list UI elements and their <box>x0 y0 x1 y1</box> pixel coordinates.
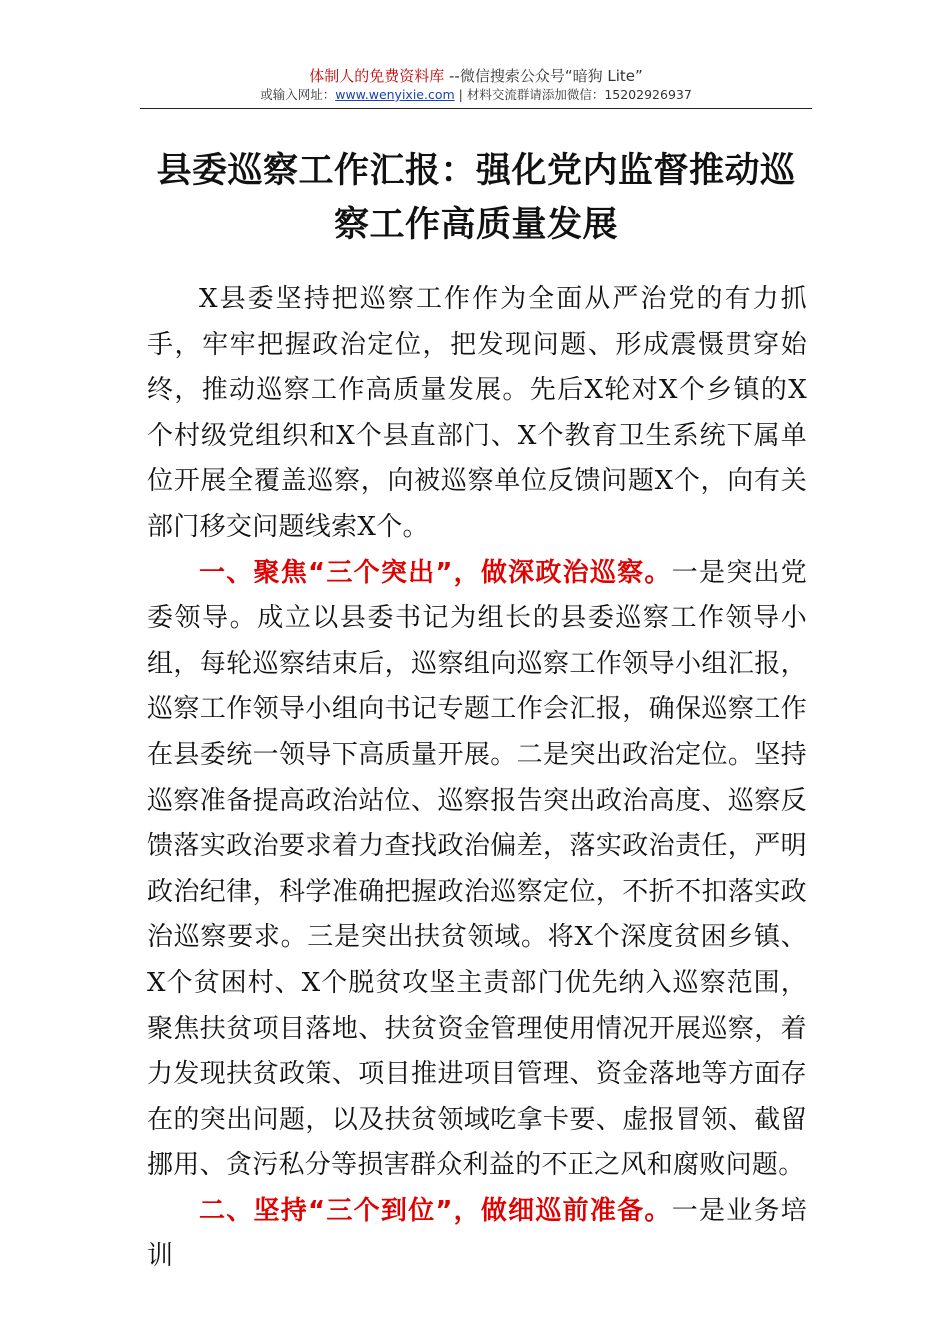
header-tagline <box>140 66 812 86</box>
section-paragraph <box>147 1189 807 1280</box>
section-heading: 一、聚焦“三个突出”，做深政治巡察。 <box>199 557 672 588</box>
intro-paragraph: X县委坚持把巡察工作作为全面从严治党的有力抓手，牢牢把握政治定位，把发现问题、形成震慑贯穿始终，推动巡察工作高质量发展。先后X轮对X个乡镇的X个村级党组织和X个县直部门、X个教育卫生系统下属单位开展全覆盖巡察，向被巡察单位反馈问题X个，向有关部门移交问题线索X个。 <box>147 284 807 542</box>
document-body <box>147 277 807 1280</box>
section-text: 一是业务培训 <box>147 1195 807 1272</box>
header-wechat-hint: --微信搜索公众号“暗狗 Lite” <box>444 67 643 85</box>
header-brand: 体制人的免费资料库 <box>309 67 445 85</box>
header-url-link[interactable]: www.wenyixie.com <box>335 87 455 102</box>
section-paragraph <box>147 551 807 1189</box>
header-url-prefix: 或输入网址： <box>260 87 336 102</box>
section-heading: 二、坚持“三个到位”，做细巡前准备。 <box>199 1195 672 1226</box>
section-text: 一是突出党委领导。成立以县委书记为组长的县委巡察工作领导小组，每轮巡察结束后，巡察组向巡察工作领导小组汇报，巡察工作领导小组向书记专题工作会汇报，确保巡察工作在县委统一领导下高质量开展。二是突出政治定位。坚持巡察准备提高政治站位、巡察报告突出政治高度、巡察反馈落实政治要求着力查找政治偏差，落实政治责任，严明政治纪律，科学准确把握政治巡察定位，不折不扣落实政治巡察要求。三是突出扶贫领域。将X个深度贫困乡镇、X个贫困村、X个脱贫攻坚主责部门优先纳入巡察范围，聚焦扶贫项目落地、扶贫资金管理使用情况开展巡察，着力发现扶贫政策、项目推进项目管理、资金落地等方面存在的突出问题，以及扶贫领域吃拿卡要、虚报冒领、截留挪用、贪污私分等损害群众利益的不正之风和腐败问题。 <box>147 557 807 1181</box>
header-contact-text: | 材料交流群请添加微信：15202926937 <box>454 87 692 102</box>
header-contact <box>140 86 812 104</box>
header-divider <box>140 108 812 109</box>
document-title: 县委巡察工作汇报：强化党内监督推动巡察工作高质量发展 <box>156 150 796 245</box>
page-header <box>140 66 812 104</box>
